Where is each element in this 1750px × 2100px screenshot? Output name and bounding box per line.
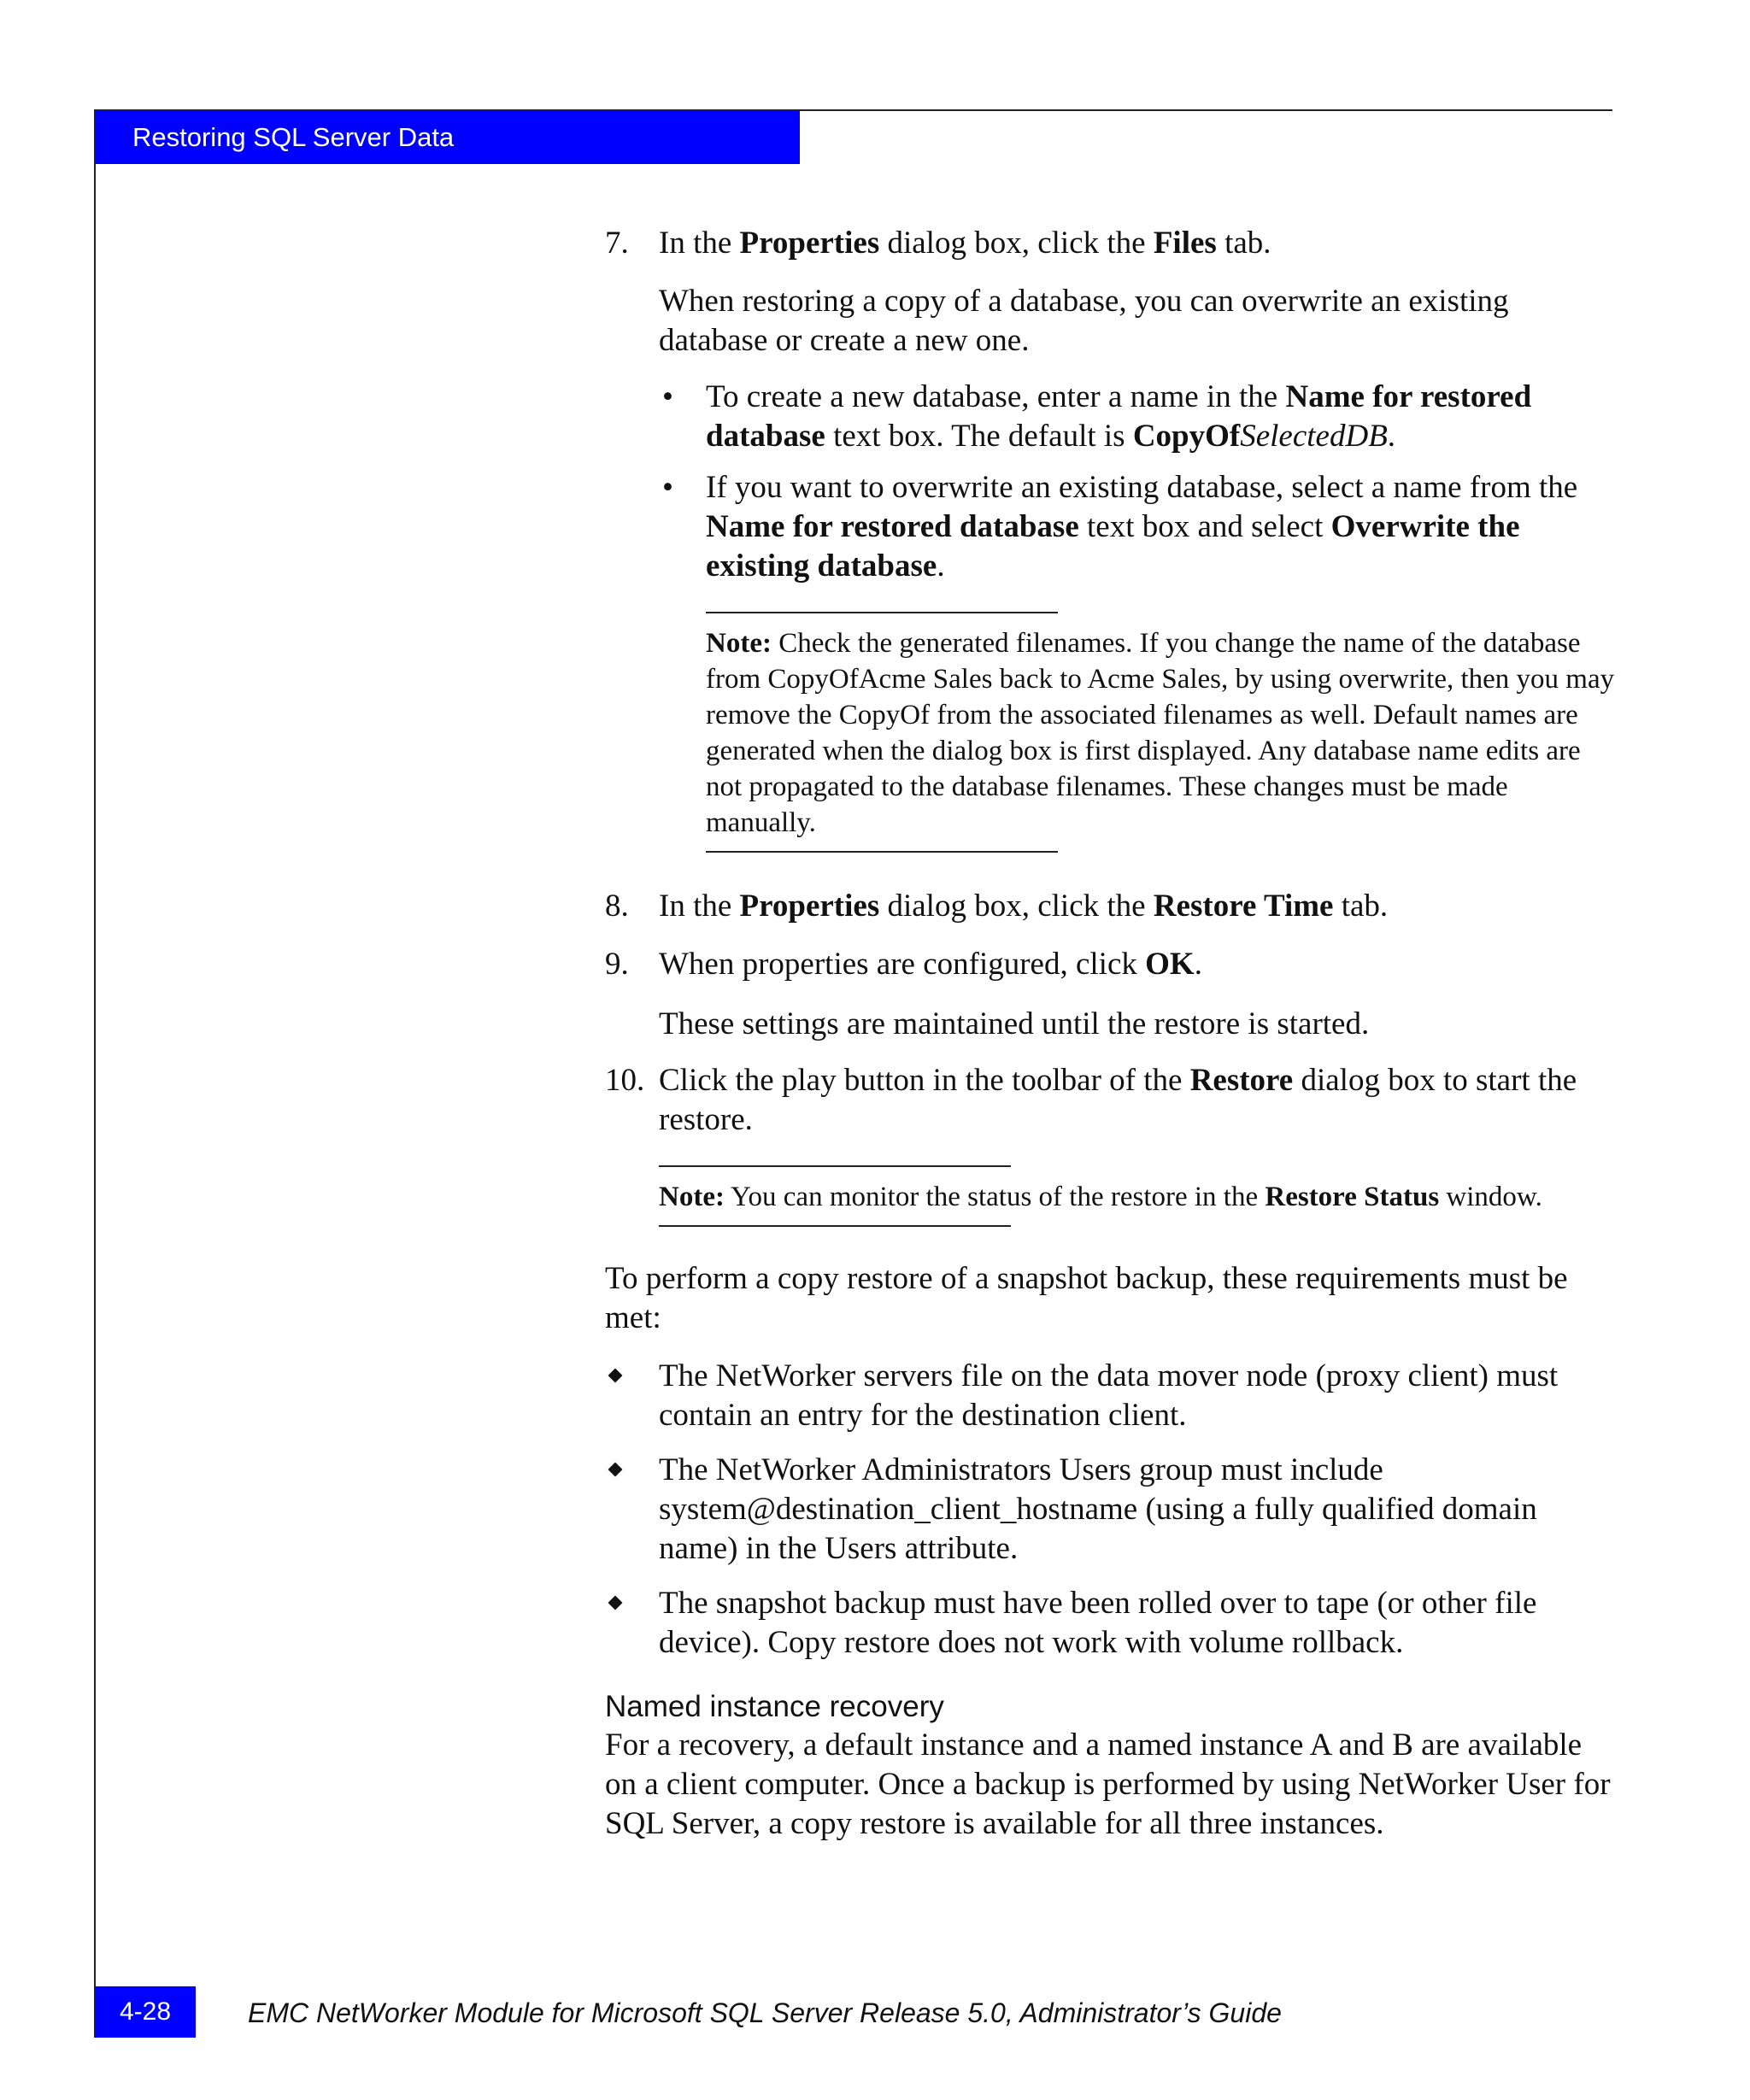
step-7-bullet-list: [659, 378, 1617, 853]
diamond-bullet-icon: [608, 1596, 623, 1610]
step-text: .: [1194, 947, 1202, 982]
section-body: For a recovery, a default instance and a named instance A and B are available on a client computer. Once a backup is performed by using NetWorker User for SQL Server, a copy restore is available for all three instances.: [605, 1728, 1611, 1841]
step-text: When properties are configured, click: [659, 947, 1146, 982]
note-body: [659, 1167, 1617, 1225]
section-heading: Named instance recovery: [605, 1690, 944, 1723]
step-text: dialog box, click the: [879, 889, 1154, 924]
requirement-text: The NetWorker servers file on the data mover node (proxy client) must contain an entry for the destination client.: [659, 1358, 1559, 1433]
step-text: dialog box to start the restore.: [659, 1063, 1577, 1137]
step-number: 9.: [605, 947, 629, 982]
italic-term: SelectedDB: [1240, 419, 1388, 454]
step-text: dialog box, click the: [879, 226, 1154, 261]
diamond-bullet-icon: [608, 1369, 623, 1383]
ui-term: Overwrite the existing database: [706, 509, 1520, 584]
bullet-icon: •: [662, 379, 673, 414]
page-number: 4-28: [95, 1986, 196, 2038]
note-rule-bottom: [706, 851, 1058, 853]
requirement-item: [605, 1451, 1617, 1569]
bullet-text: .: [937, 548, 945, 584]
step-text: In the: [659, 889, 740, 924]
note-text: [706, 625, 1617, 841]
step-text: In the: [659, 226, 740, 261]
ui-term: Properties: [739, 226, 880, 261]
step-number: 7.: [605, 226, 629, 261]
note-rule-bottom: [659, 1225, 1011, 1227]
step-text: Click the play button in the toolbar of the: [659, 1063, 1190, 1098]
note-content: Check the generated filenames. If you change the name of the database from CopyOfAcme Sales back to Acme Sales, by using overwrite, then you may remove the CopyOf from the associated filenames as well. Default names are generated when the dialog box is first displayed. Any database name edits are not propagated to the database filenames. These changes must be made manually.: [706, 628, 1615, 838]
requirement-text: The NetWorker Administrators Users group must include system@destination_client_hostname (using a fully qualified domain name) in the Users attribute.: [659, 1452, 1537, 1566]
bullet-text: text box and select: [1078, 509, 1331, 544]
step-10: [605, 1061, 1617, 1140]
requirements-list: [605, 1357, 1617, 1663]
note-body: [706, 613, 1617, 851]
running-footer: EMC NetWorker Module for Microsoft SQL Server Release 5.0, Administrator’s Guide: [248, 1997, 1282, 2028]
ui-term: CopyOf: [1132, 419, 1241, 454]
step-9-paragraph: These settings are maintained until the restore is started.: [659, 1006, 1370, 1041]
diamond-bullet-icon: [608, 1463, 623, 1477]
bullet-text: To create a new database, enter a name in the: [706, 379, 1286, 414]
ui-term: Restore Time: [1153, 889, 1334, 924]
note-label: Note:: [706, 628, 772, 659]
note-label: Note:: [659, 1182, 725, 1212]
bullet-icon: •: [662, 470, 673, 505]
requirement-text: The snapshot backup must have been rolled over to tape (or other file device). Copy restore does not work with volume rollback.: [659, 1586, 1537, 1660]
step-7: [605, 224, 1617, 263]
ui-term: Name for restored database: [706, 379, 1532, 454]
step-number: 8.: [605, 889, 629, 924]
requirements-intro: To perform a copy restore of a snapshot backup, these requirements must be met:: [605, 1261, 1568, 1335]
bullet-text: text box. The default is: [825, 419, 1133, 454]
requirement-item: [605, 1584, 1617, 1663]
step-text: tab.: [1333, 889, 1389, 924]
note-content: window.: [1439, 1182, 1542, 1212]
ui-term: Restore Status: [1265, 1182, 1440, 1212]
bullet-text: .: [1387, 419, 1396, 454]
step-8: [605, 887, 1617, 926]
margin-rule: [94, 111, 96, 2038]
ui-term: Files: [1153, 226, 1217, 261]
bullet-text: If you want to overwrite an existing database, select a name from the: [706, 470, 1578, 505]
running-header: Restoring SQL Server Data: [95, 111, 800, 164]
note-text: [659, 1179, 1617, 1215]
bullet-item: [659, 378, 1617, 456]
step-7-paragraph: When restoring a copy of a database, you can overwrite an existing database or create a new one.: [659, 284, 1509, 358]
bullet-item: [659, 468, 1617, 586]
step-text: tab.: [1216, 226, 1271, 261]
ui-term: Properties: [739, 889, 880, 924]
note-block: [706, 612, 1617, 853]
ui-term: OK: [1145, 947, 1195, 982]
step-number: 10.: [605, 1063, 645, 1098]
page-content: [605, 224, 1617, 1844]
note-content: You can monitor the status of the restore in the: [724, 1182, 1266, 1212]
ui-term: Name for restored database: [706, 509, 1079, 544]
note-block: [659, 1165, 1617, 1227]
step-9: [605, 945, 1617, 984]
ui-term: Restore: [1189, 1063, 1294, 1098]
requirement-item: [605, 1357, 1617, 1435]
